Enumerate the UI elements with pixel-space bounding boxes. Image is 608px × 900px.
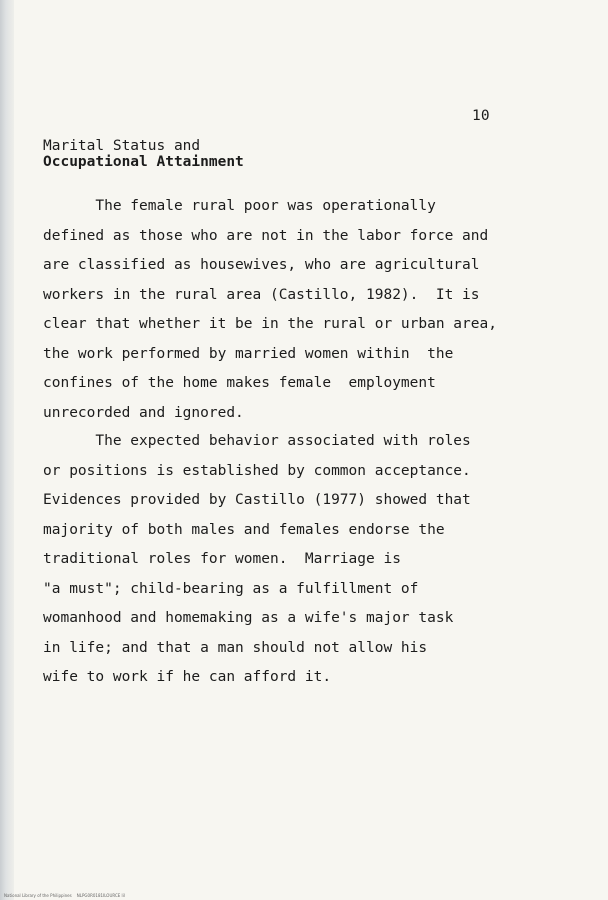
paragraph-line: the work performed by married women within the [43,345,454,362]
paragraph-line: or positions is established by common acceptance. [43,462,471,479]
section-heading [43,138,244,170]
paragraph-line: unrecorded and ignored. [43,404,244,421]
paragraph-line: workers in the rural area (Castillo, 1982). It is [43,286,480,303]
paragraph-2 [43,431,513,697]
paragraph-line: are classified as housewives, who are agricultural [43,257,480,273]
paragraph-line: womanhood and homemaking as a wife's major task [43,610,454,626]
heading-line-2: Occupational Attainment [43,154,244,170]
paragraph-line: wife to work if he can afford it. [43,669,332,685]
paragraph-line: The female rural poor was operationally [43,198,436,214]
paragraph-1 [43,196,513,432]
paragraph-line: "a must"; child-bearing as a fulfillment of [43,580,419,597]
paragraph-line: majority of both males and females endorse the [43,521,445,538]
heading-line-1: Marital Status and [43,138,201,154]
scan-footer: National Library of the Philippines NLPG0R0181ILOURCE lil [4,893,125,898]
paragraph-line: defined as those who are not in the labor force and [43,227,489,244]
paragraph-line: The expected behavior associated with roles [43,433,471,449]
paragraph-line: traditional roles for women. Marriage is [43,551,401,567]
paragraph-line: in life; and that a man should not allow his [43,639,428,656]
paragraph-line: Evidences provided by Castillo (1977) showed that [43,492,471,508]
page-number: 10 [472,108,490,124]
paragraph-line: clear that whether it be in the rural or urban area, [43,316,497,332]
binding-edge [0,0,14,900]
paragraph-line: confines of the home makes female employment [43,375,436,391]
